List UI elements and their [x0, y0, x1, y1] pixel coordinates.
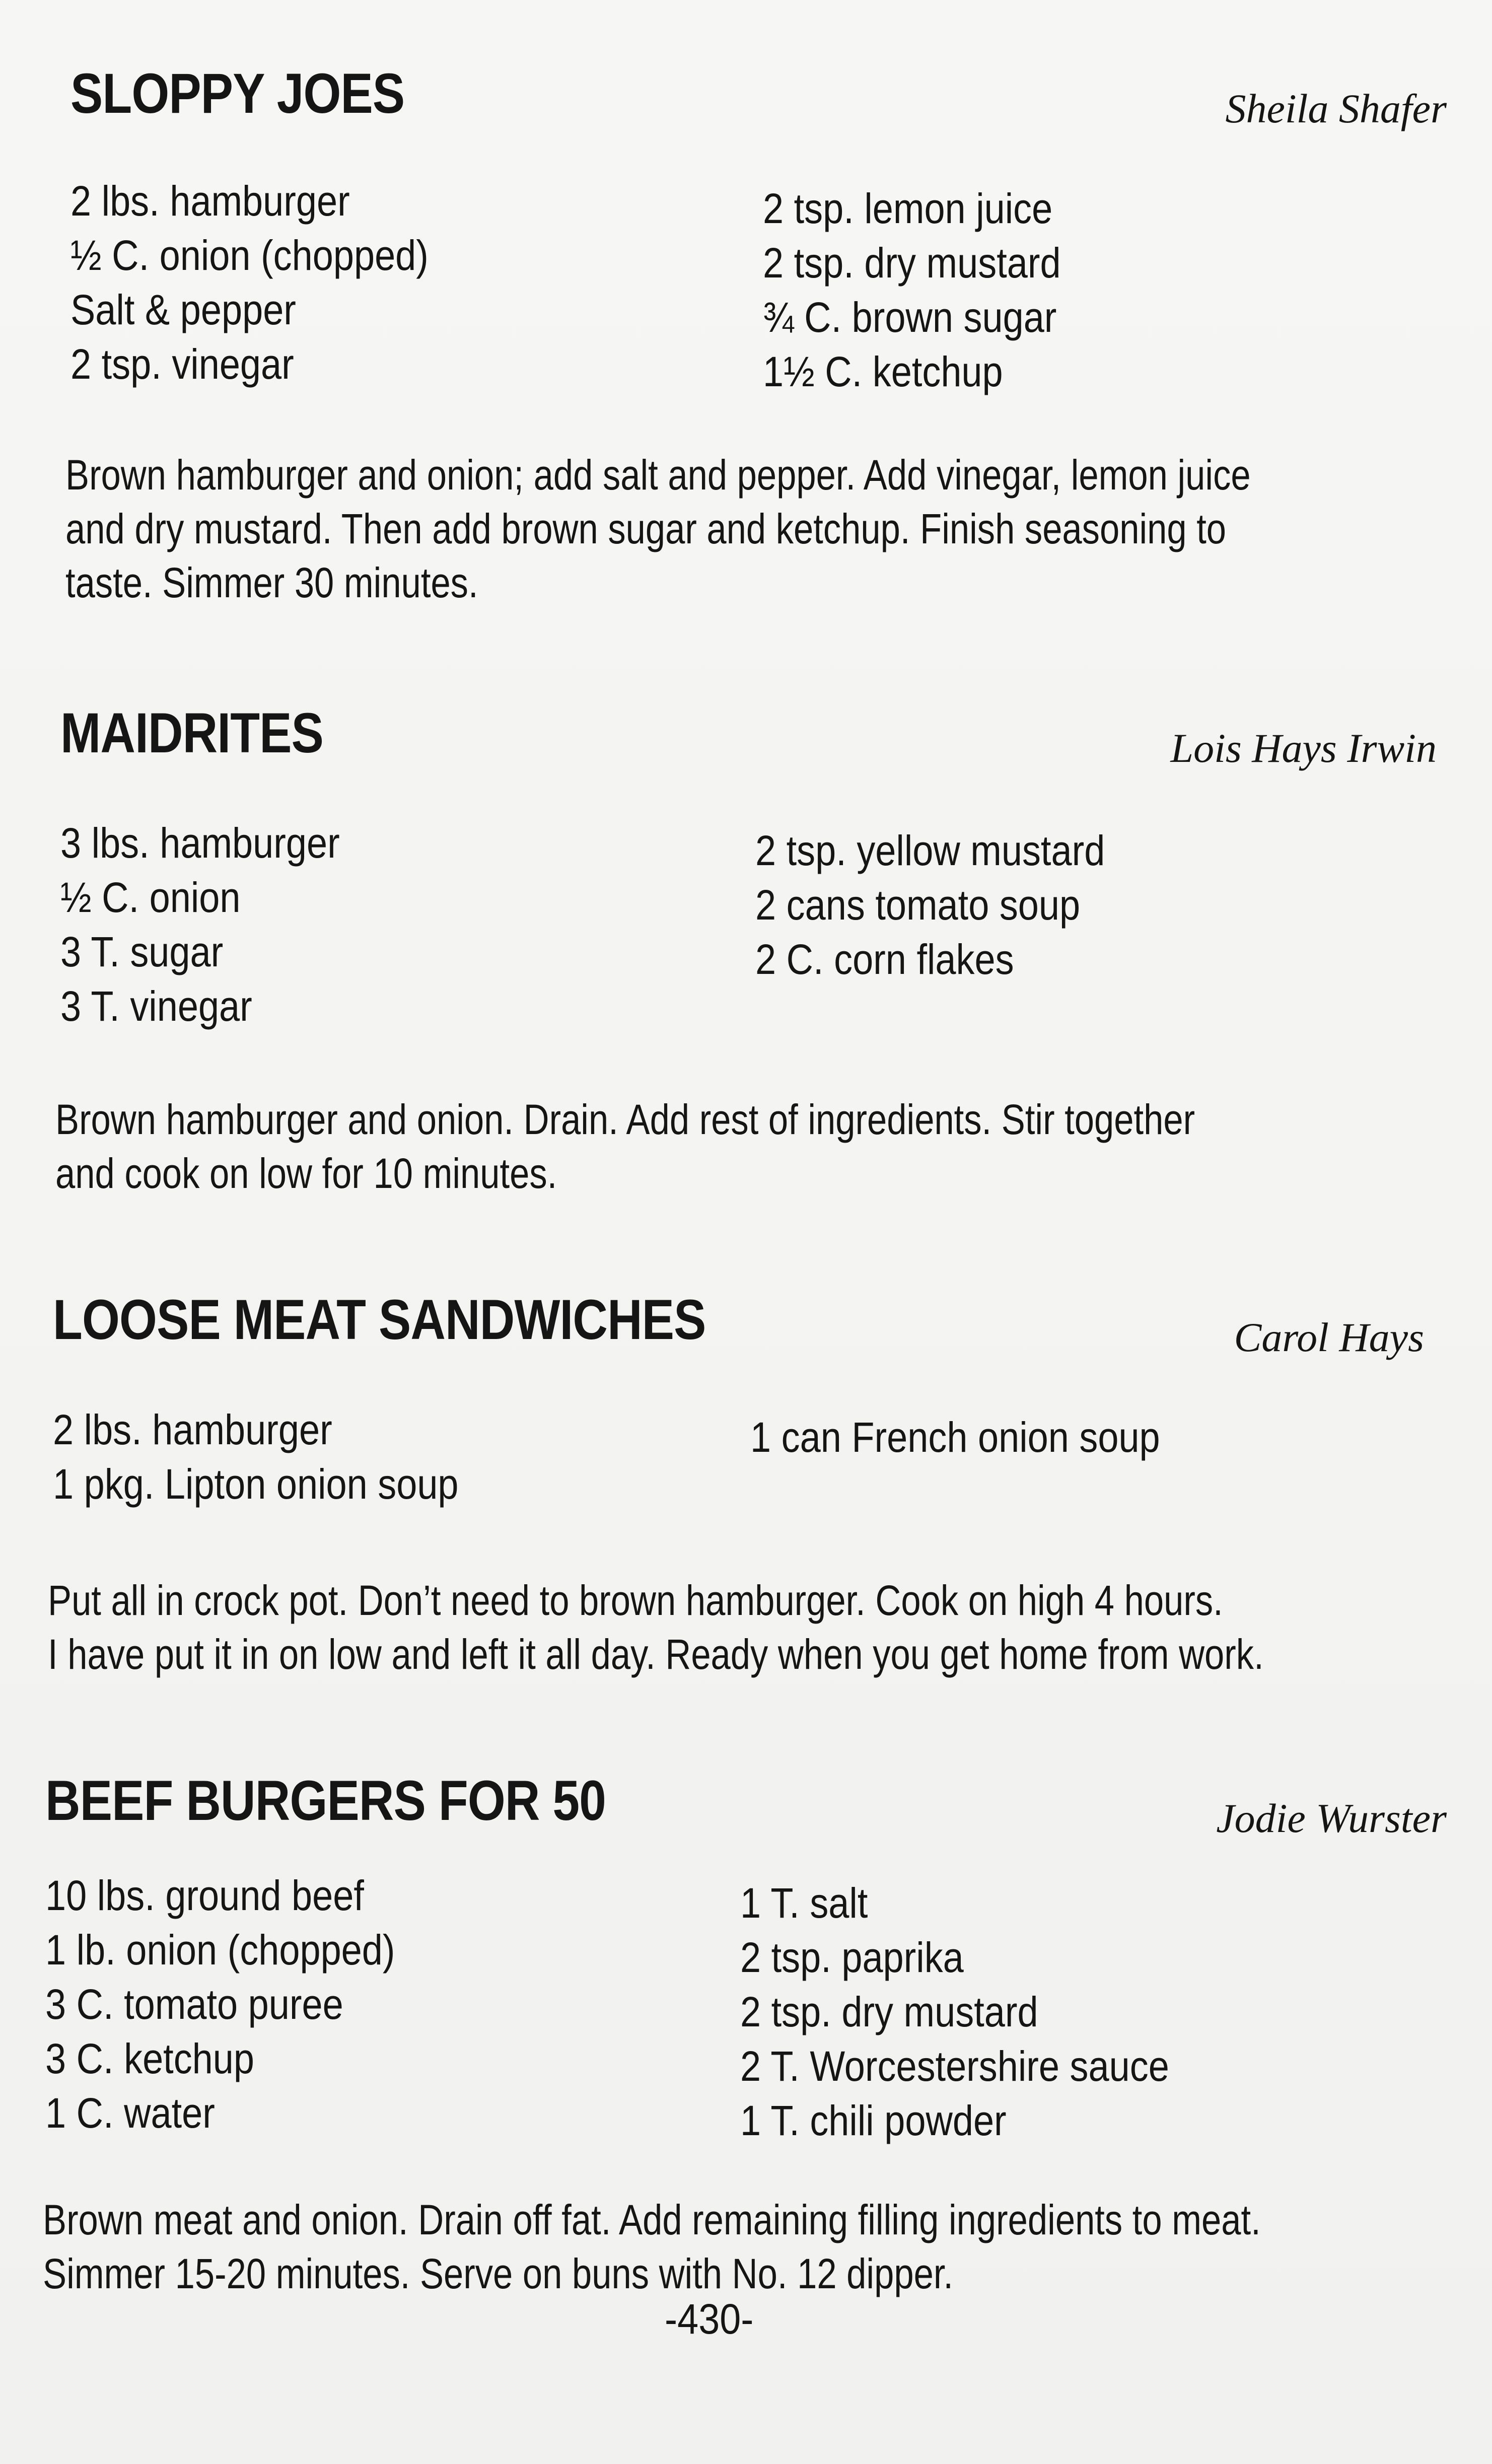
recipe-author: Lois Hays Irwin [1170, 725, 1437, 771]
ingredient-item: 2 lbs. hamburger [70, 177, 350, 225]
ingredient-item: 2 tsp. vinegar [70, 340, 294, 388]
ingredient-item: 10 lbs. ground beef [45, 1872, 364, 1919]
ingredient-item: 2 tsp. paprika [740, 1934, 964, 1981]
recipe-title: SLOPPY JOES [70, 62, 405, 125]
ingredient-item: ½ C. onion (chopped) [70, 232, 429, 279]
ingredient-item: Salt & pepper [70, 286, 296, 333]
ingredient-item: 2 lbs. hamburger [53, 1406, 332, 1453]
ingredient-item: 1 T. chili powder [740, 2097, 1007, 2144]
ingredient-item: 1 can French onion soup [750, 1414, 1160, 1461]
recipe-directions [55, 1093, 1412, 1201]
ingredient-item: 2 tsp. dry mustard [740, 1988, 1038, 2035]
ingredient-item: 2 C. corn flakes [755, 936, 1014, 983]
direction-line: Brown hamburger and onion. Drain. Add rest of ingredients. Stir together [55, 1096, 1195, 1143]
ingredient-item: 1 C. water [45, 2089, 215, 2137]
recipe-title: LOOSE MEAT SANDWICHES [53, 1288, 706, 1351]
ingredients-right [740, 1876, 1228, 2148]
direction-line: Brown hamburger and onion; add salt and pepper. Add vinegar, lemon juice [65, 451, 1251, 499]
ingredient-item: 2 tsp. lemon juice [763, 185, 1053, 232]
recipe-directions [43, 2193, 1492, 2301]
recipe-author: Carol Hays [1234, 1314, 1424, 1360]
direction-line: Simmer 15-20 minutes. Serve on buns with No. 12 dipper. [43, 2250, 954, 2297]
page-number: -430- [665, 2295, 754, 2343]
ingredients-right [755, 823, 1153, 987]
ingredient-item: 2 T. Worcestershire sauce [740, 2043, 1169, 2090]
ingredient-item: 3 T. sugar [60, 928, 224, 975]
direction-line: taste. Simmer 30 minutes. [65, 559, 478, 606]
recipe-directions [65, 448, 1476, 610]
ingredient-item: 1 pkg. Lipton onion soup [53, 1460, 459, 1508]
recipe-directions [48, 1574, 1492, 1681]
ingredients-left [60, 816, 378, 1033]
ingredient-item: ¾ C. brown sugar [763, 294, 1057, 341]
ingredients-right [750, 1410, 1216, 1464]
ingredients-left [70, 174, 477, 391]
direction-line: and cook on low for 10 minutes. [55, 1150, 557, 1197]
ingredient-item: 1 T. salt [740, 1879, 868, 1927]
direction-line: and dry mustard. Then add brown sugar and ketchup. Finish seasoning to [65, 505, 1227, 552]
direction-line: Put all in crock pot. Don’t need to brown hamburger. Cook on high 4 hours. [48, 1577, 1223, 1624]
ingredient-item: 1 lb. onion (chopped) [45, 1926, 395, 1974]
direction-line: I have put it in on low and left it all day. Ready when you get home from work. [48, 1631, 1264, 1678]
recipe-author: Sheila Shafer [1225, 86, 1447, 131]
direction-line: Brown meat and onion. Drain off fat. Add remaining filling ingredients to meat. [43, 2196, 1261, 2243]
ingredient-item: 2 tsp. dry mustard [763, 239, 1061, 287]
ingredient-item: 2 cans tomato soup [755, 881, 1081, 929]
recipe-title: MAIDRITES [60, 701, 324, 764]
ingredient-item: 3 lbs. hamburger [60, 819, 340, 867]
recipe-title: BEEF BURGERS FOR 50 [45, 1769, 606, 1832]
ingredient-item: 2 tsp. yellow mustard [755, 827, 1105, 874]
ingredient-item: 3 T. vinegar [60, 982, 252, 1030]
ingredients-right [763, 181, 1101, 399]
ingredient-item: 3 C. ketchup [45, 2035, 255, 2082]
recipe-author: Jodie Wurster [1216, 1795, 1447, 1841]
ingredient-item: 1½ C. ketchup [763, 348, 1003, 395]
ingredient-item: 3 C. tomato puree [45, 1981, 343, 2028]
ingredient-item: ½ C. onion [60, 874, 241, 921]
ingredients-left [45, 1868, 443, 2140]
ingredients-left [53, 1402, 514, 1511]
